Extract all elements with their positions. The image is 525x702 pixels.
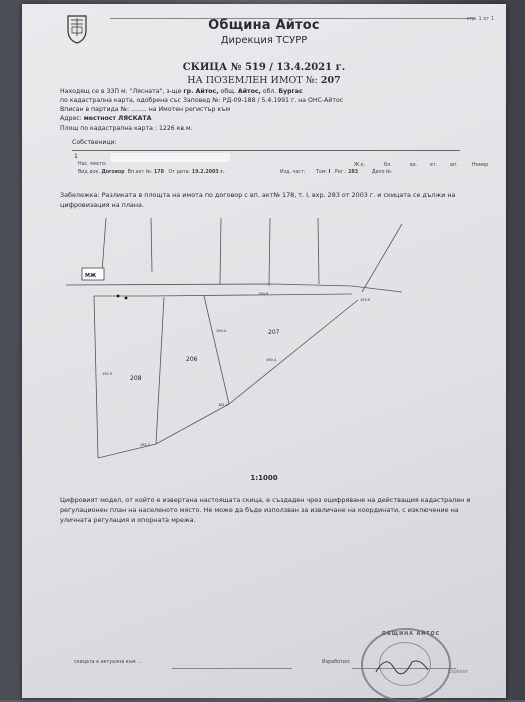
addr-col-vh: вх.	[410, 163, 418, 168]
map-scale: 1:1000	[250, 474, 278, 482]
elev-7: 181.1	[218, 403, 229, 407]
area-line: Площ по кадастрална карта : 1226 кв.м.	[60, 125, 193, 132]
signature-icon	[372, 650, 432, 680]
owner-index: 1	[74, 153, 78, 160]
location-line: Находящ се в ЗЗП м. "Лясната", з-ще гр. Айтос, общ. Айтос, обл. Бургас	[60, 88, 303, 95]
elev-2: 193.9	[360, 298, 371, 302]
sketch-title: СКИЦА № 519 / 13.4.2021 г.	[182, 62, 346, 73]
document-sheet	[22, 4, 506, 698]
cadastral-map	[22, 4, 506, 698]
addr-col-et: ет.	[430, 163, 438, 168]
stamp-text: ОБЩИНА АЙТОС	[382, 632, 441, 637]
elev-6: 190.3	[102, 372, 113, 376]
residence-label: Нас. място:	[78, 162, 107, 167]
addr-col-number: Номер	[472, 163, 489, 168]
elev-4: 190.4	[266, 358, 277, 362]
owners-label: Собственици:	[72, 139, 117, 146]
dept-name: Дирекция ТСУРР	[220, 35, 308, 46]
plot-207: 207	[268, 329, 280, 336]
batch-line: Вписан в партида №: ........ на Имотен регистър към	[60, 106, 231, 113]
elev-1: 190.9	[258, 292, 269, 296]
digital-model-note: Цифровият модел, от който е извертана настоящата скица, е създаден чрез оцифряване на действащия кадастрален и регулационен план на населеното място. Не може да бъде използван за извличане на координати, с изключение на уличната регулация и опорната мрежа.	[60, 496, 471, 524]
addr-col-zhk: Ж.к.	[354, 163, 366, 168]
approval-line: по кадастрална карта, одобрена със Заповед №: РД-09-188 / 5.4.1991 г. на ОНС-Айтос	[60, 97, 344, 104]
elev-3: 190.4	[216, 329, 227, 333]
addr-col-bl: бл.	[384, 163, 392, 168]
address-line: Адрес: местност ЛЯСКАТА	[60, 115, 152, 122]
plot-208: 208	[130, 375, 142, 382]
updated-rule	[172, 668, 292, 669]
issued-by-label: Изработил:	[322, 660, 351, 665]
org-name: Община Айтос	[208, 18, 320, 33]
plot-title: НА ПОЗЕМЛЕН ИМОТ №: 207	[187, 75, 341, 86]
page-number: стр. 1 от 1	[466, 16, 494, 22]
remark-note: Забележка: Разликата в площта на имота по договор с вп. акт№ 178, т. I, вхр. 283 от 2003 г. и скицата се дължи на цифровизация на плана.	[60, 191, 456, 209]
sketch-updated-label: скицата е актуална към ...	[74, 660, 142, 665]
addr-col-ap: ап.	[450, 163, 458, 168]
explorer-watermark: Explorer	[448, 670, 468, 675]
registry-row: Изд. част: Том: I Рег.: 283 Дело №:	[280, 170, 393, 175]
elev-5: 191.2	[140, 443, 151, 447]
document-row: Вид док. Договор Вп.акт №: 178 От дата: 19.2.2003 г.	[78, 170, 225, 175]
plot-mark: МЖ	[85, 273, 97, 279]
plot-206: 206	[186, 356, 198, 363]
